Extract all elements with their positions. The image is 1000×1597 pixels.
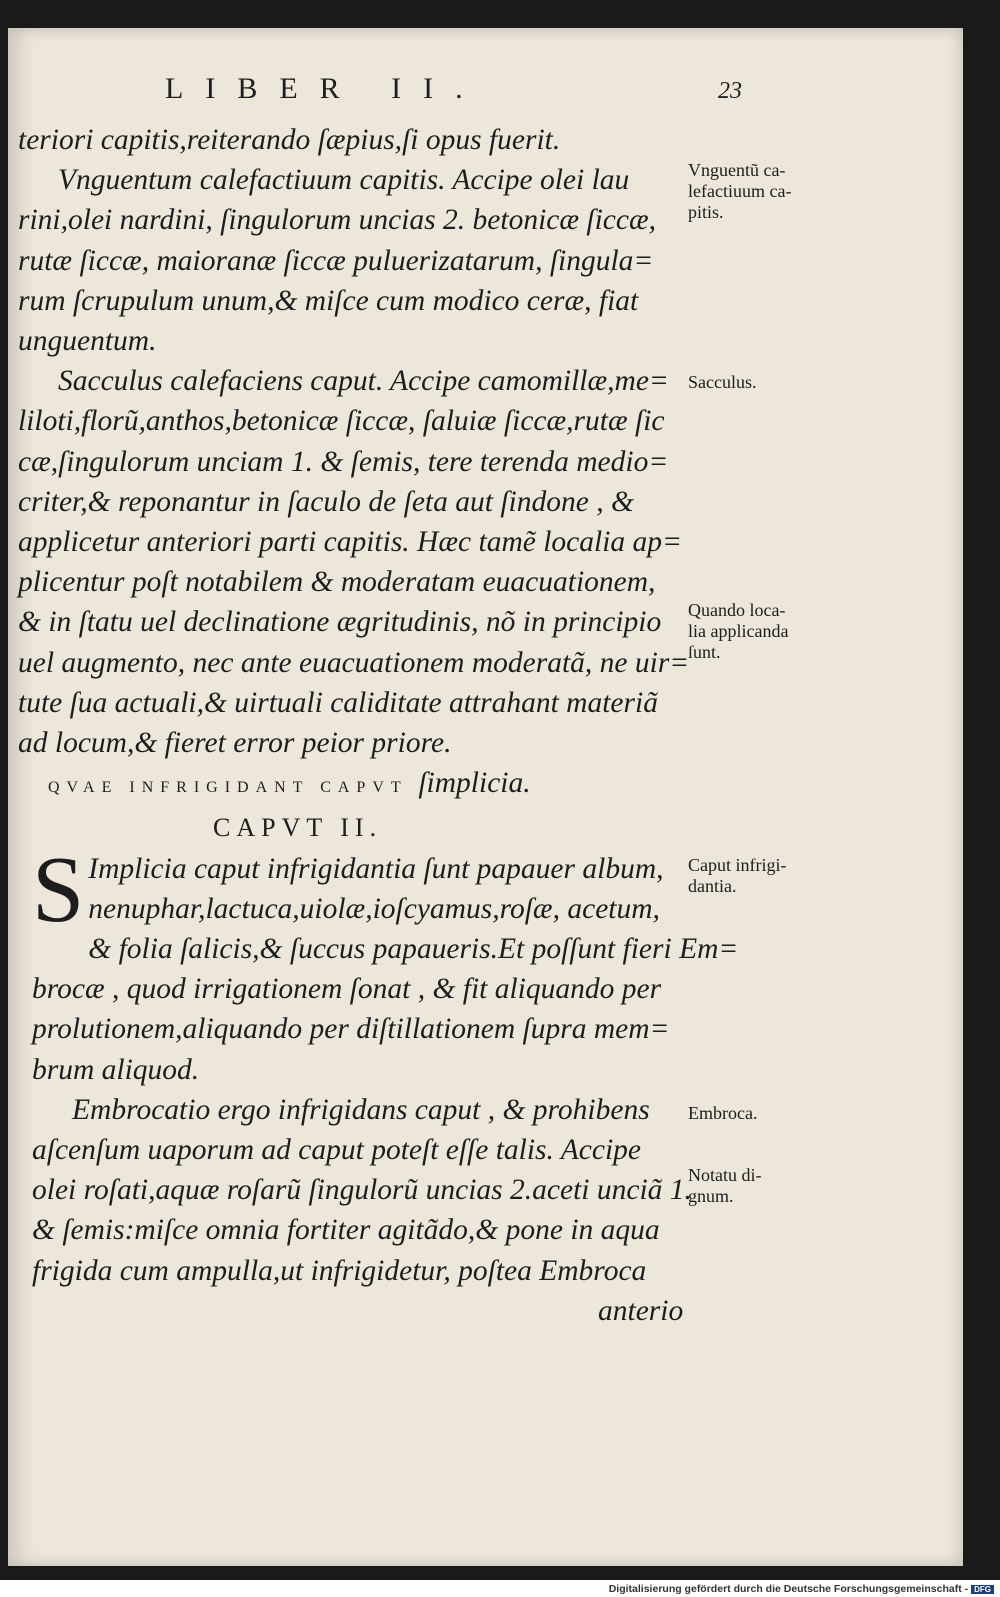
margin-note-line: gnum. xyxy=(688,1186,734,1206)
drop-capital: S xyxy=(32,837,85,942)
text-line: unguentum. xyxy=(18,325,157,358)
text-line: Sacculus calefaciens caput. Accipe camomillæ,me= xyxy=(58,365,669,398)
text-line: brum aliquod. xyxy=(32,1053,200,1086)
catchword: anterio xyxy=(598,1294,684,1327)
section-title-caps: QVAE INFRIGIDANT CAPVT xyxy=(48,779,408,797)
text-line: tute ſua actuali,& uirtuali caliditate attrahant materiã xyxy=(18,686,658,719)
text-line: rum ſcrupulum unum,& miſce cum modico ceræ, fiat xyxy=(18,284,639,317)
text-line: applicetur anteriori parti capitis. Hæc tamẽ localia ap= xyxy=(18,526,682,559)
margin-note-line: Quando loca- xyxy=(688,600,786,620)
text-line: & in ſtatu uel declinatione ægritudinis, nõ in principio xyxy=(18,606,662,639)
digitization-footer xyxy=(609,1583,994,1595)
margin-note-line: lia applicanda xyxy=(688,621,789,641)
text-line: nenuphar,lactuca,uiolæ,ioſcyamus,roſæ, acetum, xyxy=(88,892,660,925)
text-line: rutæ ſiccæ, maioranæ ſiccæ puluerizatarum, ſingula= xyxy=(18,244,654,277)
margin-note-line: Caput infrigi- xyxy=(688,855,787,875)
text-line: cæ,ſingulorum unciam 1. & ſemis, tere terenda medio= xyxy=(18,445,669,478)
text-line: liloti,florũ,anthos,betonicæ ſiccæ, ſaluiæ ſiccæ,rutæ ſic xyxy=(18,405,665,438)
dfg-logo: DFG xyxy=(971,1585,994,1594)
text-line: & ſemis:miſce omnia fortiter agitãdo,& pone in aqua xyxy=(32,1214,660,1247)
text-line: teriori capitis,reiterando ſæpius,ſi opus fuerit. xyxy=(18,124,561,156)
margin-note xyxy=(688,600,848,663)
text-line: & folia ſalicis,& ſuccus papaueris.Et poſſunt fieri Em= xyxy=(88,933,739,966)
text-line: rini,olei nardini, ſingulorum uncias 2. betonicæ ſiccæ, xyxy=(18,204,657,237)
margin-note-line: Vnguentũ ca- xyxy=(688,160,786,180)
margin-note-line: dantia. xyxy=(688,876,737,896)
page-number: 23 xyxy=(718,78,742,104)
margin-note-line: ſunt. xyxy=(688,642,721,662)
text-line: plicentur poſt notabilem & moderatam euacuationem, xyxy=(18,566,656,599)
margin-note xyxy=(688,372,848,393)
margin-note-line: Embroca. xyxy=(688,1103,758,1123)
text-line: Embrocatio ergo infrigidans caput , & prohibens xyxy=(72,1093,650,1126)
dropcap-paragraph xyxy=(18,837,686,942)
running-head: LIBER II. xyxy=(165,72,485,105)
text-line: olei roſati,aquæ roſarũ ſingulorũ uncias 2.aceti unciã 1. xyxy=(32,1174,692,1207)
text-line: aſcenſum uaporum ad caput poteſt eſſe talis. Accipe xyxy=(32,1134,641,1167)
text-line: frigida cum ampulla,ut infrigidetur, poſtea Embroca xyxy=(32,1254,647,1287)
margin-note-line: pitis. xyxy=(688,202,724,222)
section-title xyxy=(18,763,686,808)
margin-note xyxy=(688,1103,848,1124)
footer-text: Digitalisierung gefördert durch die Deutsche Forschungsgemeinschaft - xyxy=(608,1583,969,1595)
text-line: Vnguentum calefactiuum capitis. Accipe olei lau xyxy=(58,164,630,197)
chapter-heading: CAPVT II. xyxy=(213,813,383,843)
text-line: criter,& reponantur in ſaculo de ſeta aut ſindone , & xyxy=(18,485,634,518)
text-line: uel augmento, nec ante euacuationem moderatã, ne uir= xyxy=(18,646,690,679)
text-line: ad locum,& fieret error peior priore. xyxy=(18,727,452,760)
margin-note xyxy=(688,160,848,223)
margin-note xyxy=(688,1165,848,1207)
margin-note-line: lefactiuum ca- xyxy=(688,181,792,201)
margin-note xyxy=(688,855,848,897)
text-line: prolutionem,aliquando per diſtillationem ſupra mem= xyxy=(32,1013,670,1046)
section-title-italic: ſimplicia. xyxy=(418,767,531,800)
margin-note-line: Sacculus. xyxy=(688,372,757,392)
text-line: Implicia caput infrigidantia ſunt papauer album, xyxy=(88,852,664,885)
text-line: brocæ , quod irrigationem ſonat , & fit aliquando per xyxy=(32,973,662,1006)
margin-note-line: Notatu di- xyxy=(688,1165,762,1185)
